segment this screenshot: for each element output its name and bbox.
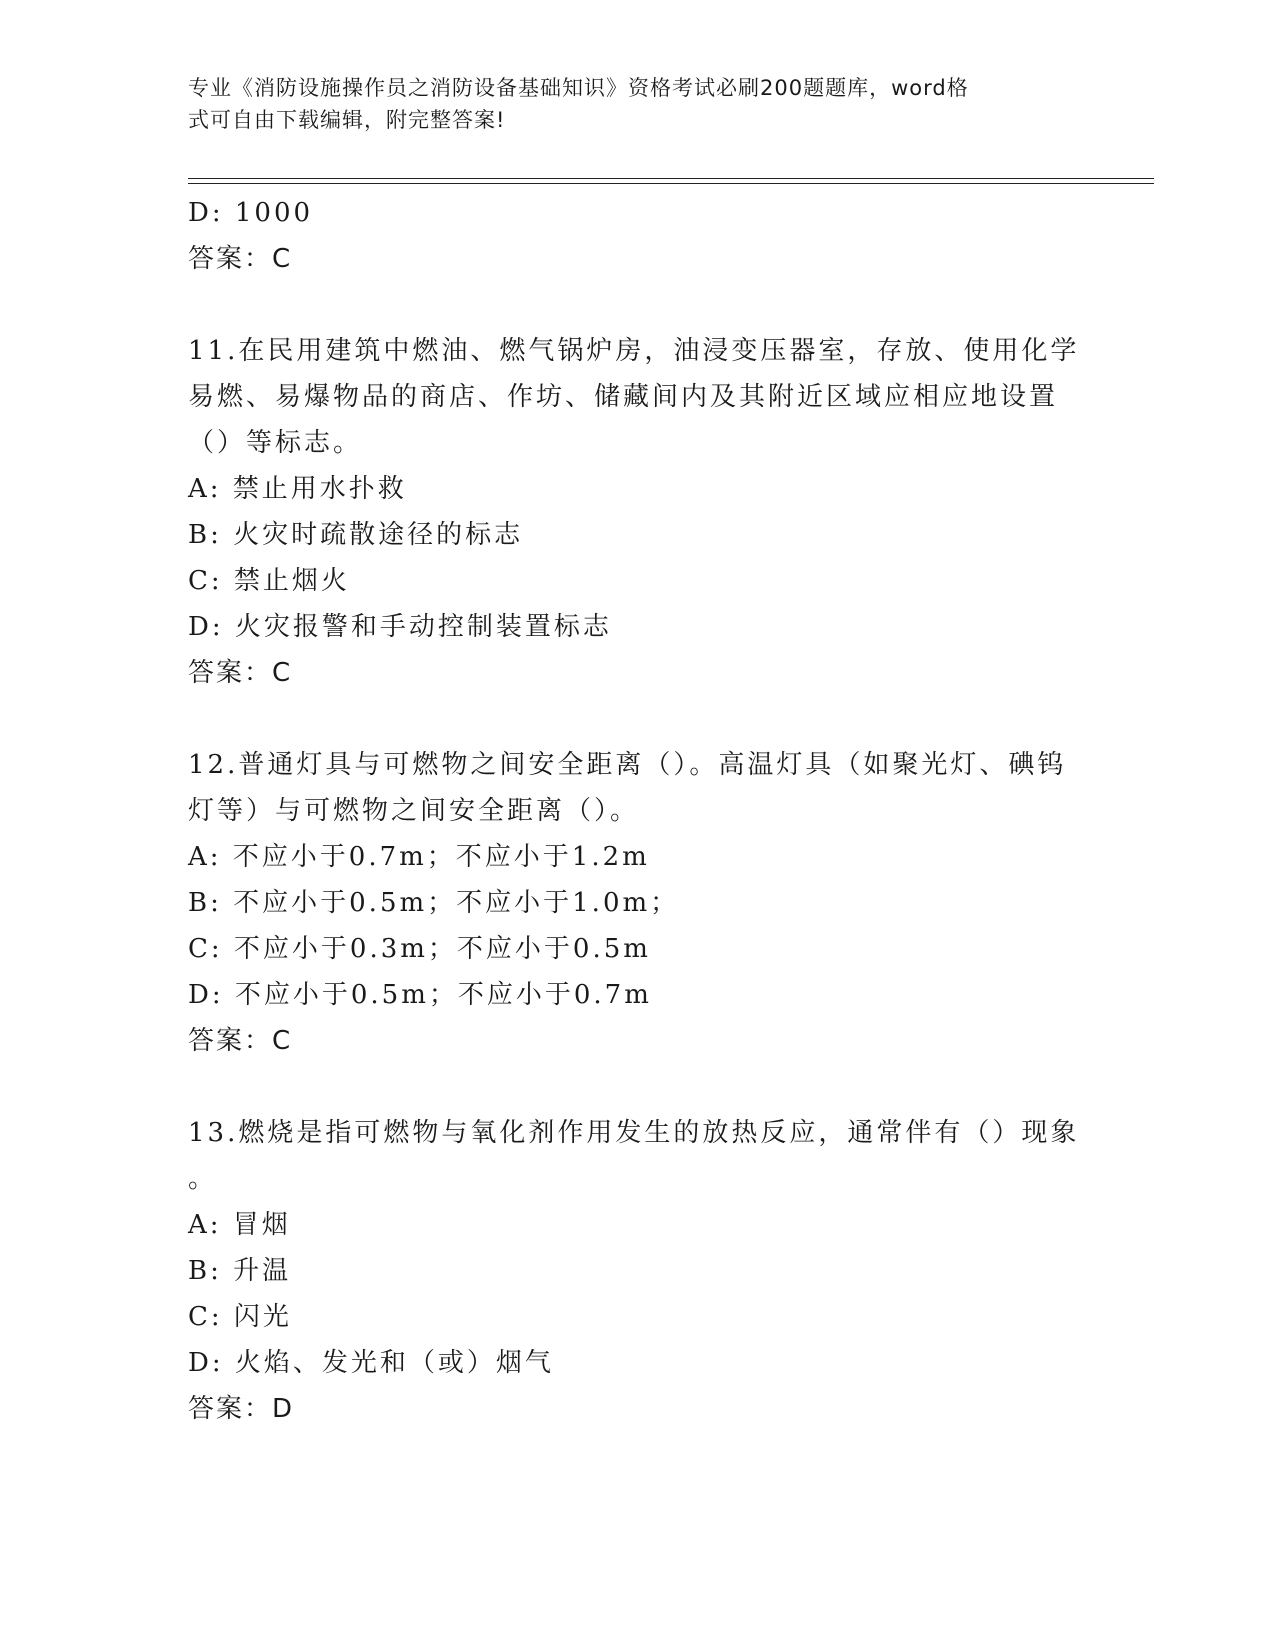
option-b: B: 升温 bbox=[188, 1256, 292, 1286]
question-stem-line: 。 bbox=[188, 1164, 218, 1194]
header-line-1: 专业《消防设施操作员之消防设备基础知识》资格考试必刷200题题库，word格 bbox=[188, 76, 969, 100]
option-a: A: 冒烟 bbox=[188, 1210, 291, 1240]
question-stem-line: （）等标志。 bbox=[188, 428, 363, 458]
answer: 答案：D bbox=[188, 1394, 295, 1424]
question-13 bbox=[188, 1110, 1088, 1432]
option-a: A: 禁止用水扑救 bbox=[188, 474, 407, 504]
question-stem-line: 12.普通灯具与可燃物之间安全距离（）。高温灯具（如聚光灯、碘钨 bbox=[188, 750, 1067, 780]
answer: 答案：C bbox=[188, 658, 293, 688]
question-12 bbox=[188, 742, 1088, 1064]
option-d: D: 火灾报警和手动控制装置标志 bbox=[188, 612, 612, 642]
option-d: D: 不应小于0.5m；不应小于0.7m bbox=[188, 980, 652, 1010]
option-c: C: 闪光 bbox=[188, 1302, 292, 1332]
spacer bbox=[188, 282, 1088, 328]
option-b: B: 不应小于0.5m；不应小于1.0m； bbox=[188, 888, 680, 918]
answer: 答案：C bbox=[188, 1026, 293, 1056]
page-content bbox=[188, 190, 1088, 1432]
option-c: C: 不应小于0.3m；不应小于0.5m bbox=[188, 934, 651, 964]
header-line-2: 式可自由下载编辑，附完整答案! bbox=[188, 108, 506, 132]
option-a: A: 不应小于0.7m；不应小于1.2m bbox=[188, 842, 650, 872]
spacer bbox=[188, 1064, 1088, 1110]
question-11 bbox=[188, 328, 1088, 696]
question-stem-line: 易燃、易爆物品的商店、作坊、储藏间内及其附近区域应相应地设置 bbox=[188, 382, 1059, 412]
option-d: D: 火焰、发光和（或）烟气 bbox=[188, 1348, 554, 1378]
option-d-prev: D: 1000 bbox=[188, 198, 314, 228]
page-header bbox=[188, 72, 1068, 136]
spacer bbox=[188, 696, 1088, 742]
option-c: C: 禁止烟火 bbox=[188, 566, 350, 596]
answer-prev: 答案：C bbox=[188, 244, 293, 274]
question-stem-line: 13.燃烧是指可燃物与氧化剂作用发生的放热反应，通常伴有（）现象 bbox=[188, 1118, 1080, 1148]
header-divider-top bbox=[188, 178, 1154, 179]
option-b: B: 火灾时疏散途径的标志 bbox=[188, 520, 524, 550]
question-stem-line: 灯等）与可燃物之间安全距离（）。 bbox=[188, 796, 640, 826]
header-divider-bottom bbox=[188, 183, 1154, 184]
question-stem-line: 11.在民用建筑中燃油、燃气锅炉房，油浸变压器室，存放、使用化学 bbox=[188, 336, 1080, 366]
